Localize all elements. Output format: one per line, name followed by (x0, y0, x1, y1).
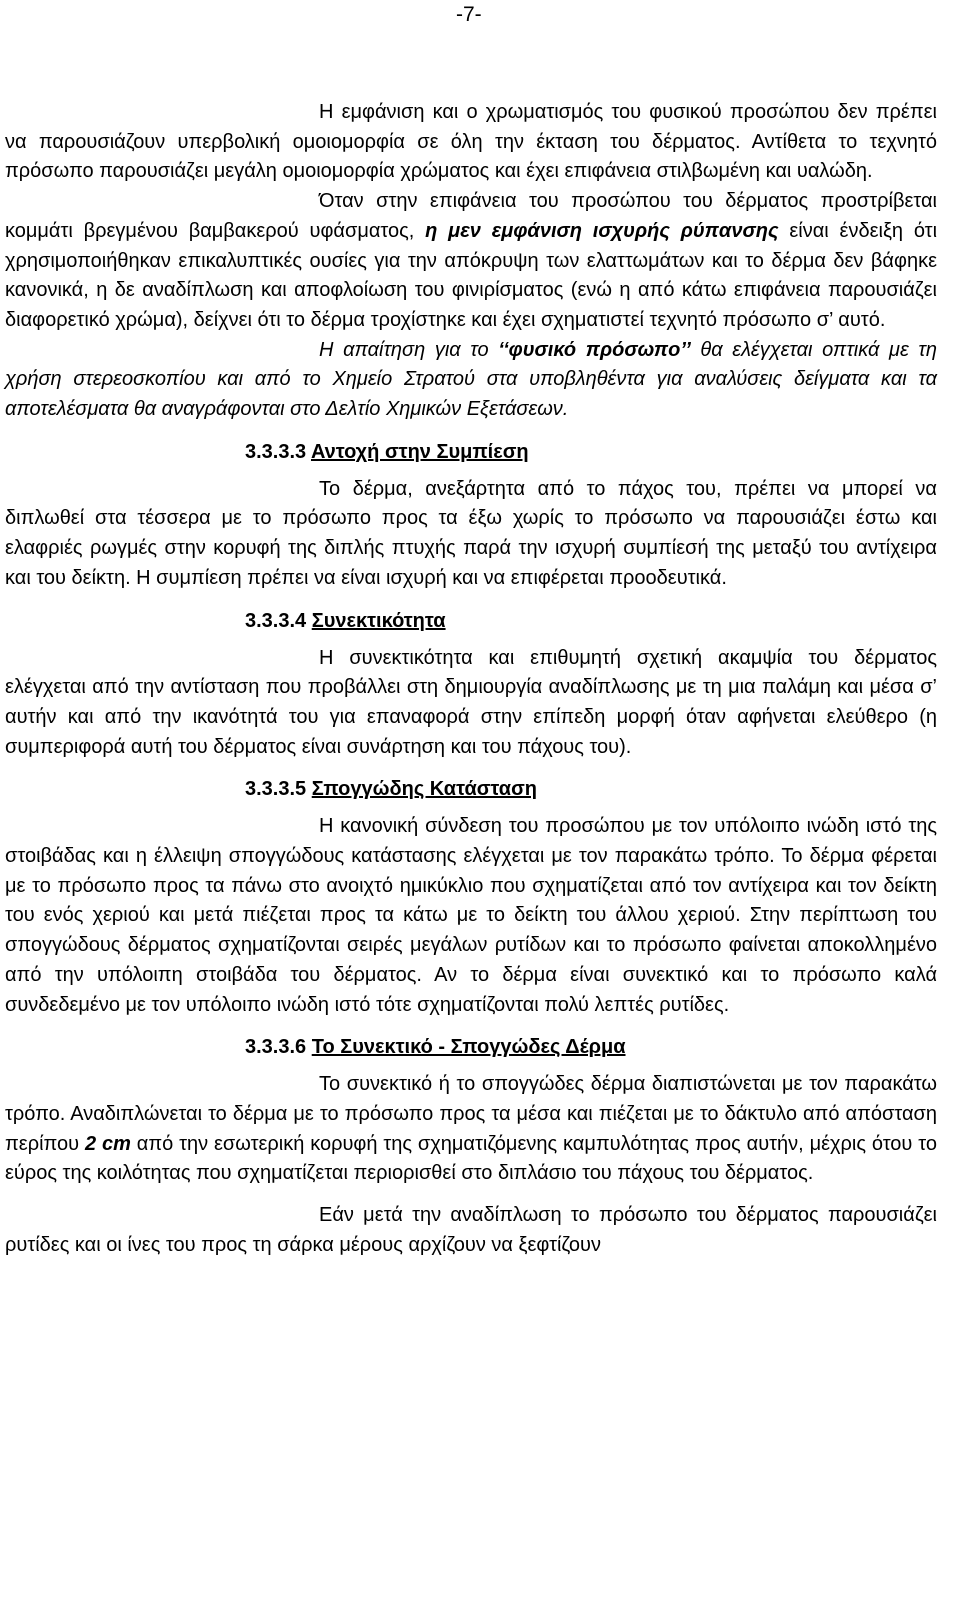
section-heading-3-3-3-5 (5, 774, 937, 804)
paragraph-requirement (5, 336, 937, 425)
paragraph-text-start: Όταν στην επιφάνεια του προσώπου του δέρματος προστρίβεται κομμάτι βρεγμένου βαμβακερού υφάσματος, (5, 190, 937, 242)
measurement-value: 2 cm (84, 1132, 131, 1155)
section-number: 3.3.3.5 (245, 778, 312, 801)
paragraph-natural-face (5, 98, 937, 187)
paragraph-text-end: είναι ένδειξη ότι χρησιμοποιήθηκαν επικαλυπτικές ουσίες για την απόκρυψη των ελαττωμάτων και το δέρμα δεν βάφηκε κανονικά, η δε αναδίπλωση και αποφλοίωση του φινιρίσματος (ενώ η από κάτω επιφάνεια παρουσιάζει διαφορετικό χρώμα), δείχνει ότι το δέρμα τροχίστηκε και έχει σχηματιστεί τεχνητό πρόσωπο σ’ αυτό. (5, 219, 938, 331)
paragraph-text-end: από την εσωτερική κορυφή της σχηματιζόμενης καμπυλότητας προς αυτήν, μέχρις ότου το εύρος της κοιλότητας που σχηματίζεται περιορισθεί στο διπλάσιο του πάχους του δέρματος. (5, 1132, 937, 1185)
section-number: 3.3.3.3 (245, 440, 311, 463)
section-title: Το Συνεκτικό - Σπογγώδες Δέρμα (311, 1036, 626, 1059)
section-number: 3.3.3.4 (245, 609, 312, 632)
paragraph-text: Εάν μετά την αναδίπλωση το πρόσωπο του δέρματος παρουσιάζει ρυτίδες και οι ίνες του προς τη σάρκα μέρους αρχίζουν να ξεφτίζουν (5, 1204, 937, 1256)
section-number: 3.3.3.6 (245, 1036, 312, 1059)
paragraph-text: Η εμφάνιση και ο χρωματισμός του φυσικού προσώπου δεν πρέπει να παρουσιάζουν υπερβολική ομοιομορφία σε όλη την έκταση του δέρματος. Αντίθετα το τεχνητό πρόσωπο παρουσιάζει μεγάλη ομοιομορφία χρώματος και έχει επιφάνεια στιλβωμένη και υαλώδη. (5, 101, 937, 183)
paragraph-text: Η συνεκτικότητα και επιθυμητή σχετική ακαμψία του δέρματος ελέγχεται από την αντίσταση που προβάλλει στη δημιουργία αναδίπλωσης με τη μια παλάμη και μέσα σ’ αυτήν και από την ικανότητά του για επαναφορά στην επίπεδη μορφή όταν αφήνεται ελεύθερο (η συμπεριφορά αυτή του δέρματος είναι συνάρτηση και του πάχους του). (5, 646, 937, 758)
paragraph-after-folding (5, 1201, 937, 1260)
section-heading-3-3-3-4 (5, 606, 937, 636)
section-heading-3-3-3-3 (5, 437, 937, 467)
paragraph-text-start: Το συνεκτικό ή το σπογγώδες δέρμα διαπιστώνεται με τον παρακάτω τρόπο. Αναδιπλώνεται το δέρμα με το πρόσωπο προς τα μέσα και πιέζεται με το δάκτυλο από απόσταση περίπου (5, 1073, 937, 1155)
page-number: -7- (456, 3, 482, 26)
paragraph-text-start: Η απαίτηση για το (319, 338, 499, 361)
section-title: Συνεκτικότητα (311, 609, 446, 632)
paragraph-compression (5, 475, 937, 594)
paragraph-text: Το δέρμα, ανεξάρτητα από το πάχος του, πρέπει να μπορεί να διπλωθεί στα τέσσερα με το πρόσωπο προς τα έξω χωρίς το πρόσωπο να παρουσιάζει έστω και ελαφριές ρωγμές στην κορυφή της διπλής πτυχής παρά την ισχυρή συμπίεσή της μεταξύ του αντίχειρα και του δείκτη. Η συμπίεση πρέπει να είναι ισχυρή και να επιφέρεται προοδευτικά. (5, 477, 937, 589)
paragraph-cohesion (5, 644, 937, 763)
paragraph-text: Η κανονική σύνδεση του προσώπου με τον υπόλοιπο ινώδη ιστό της στοιβάδας και η έλλειψη σπογγώδους κατάστασης ελέγχεται με τον παρακάτω τρόπο. Το δέρμα φέρεται με το πρόσωπο προς τα πάνω στο ανοιχτό ημικύκλιο που σχηματίζεται από τον αντίχειρα και τον δείκτη του ενός χεριού και μετά πιέζεται προς τα κάτω με το δείκτη του άλλου χεριού. Στην περίπτωση του σπογγώδους δέρματος σχηματίζονται σειρές μεγάλων ρυτίδων και το πρόσωπο φαίνεται αποκολλημένο από την υπόλοιπη στοιβάδα του δέρματος. Αν το δέρμα είναι συνεκτικό και το πρόσωπο καλά συνδεδεμένο με τον υπόλοιπο ινώδη ιστό τότε σχηματίζονται πολύ λεπτές ρυτίδες. (5, 815, 937, 1016)
paragraph-text-end: θα ελέγχεται οπτικά με τη χρήση στερεοσκοπίου και από το Χημείο Στρατού στα υποβληθέντα για αναλύσεις δείγματα και τα αποτελέσματα θα αναγράφονται στο Δελτίο Χημικών Εξετάσεων. (5, 338, 937, 421)
paragraph-spongy-state (5, 812, 937, 1020)
paragraph-cohesive-spongy (5, 1070, 937, 1189)
quoted-term: ‘‘φυσικό πρόσωπο’’ (498, 338, 691, 361)
section-title: Σπογγώδης Κατάσταση (311, 778, 537, 801)
section-heading-3-3-3-6 (5, 1032, 937, 1062)
paragraph-wet-cloth-test (5, 187, 937, 336)
emphasis-text: η μεν εμφάνιση ισχυρής ρύπανσης (425, 219, 779, 242)
section-title: Αντοχή στην Συμπίεση (310, 440, 529, 463)
page-content (5, 98, 937, 1261)
